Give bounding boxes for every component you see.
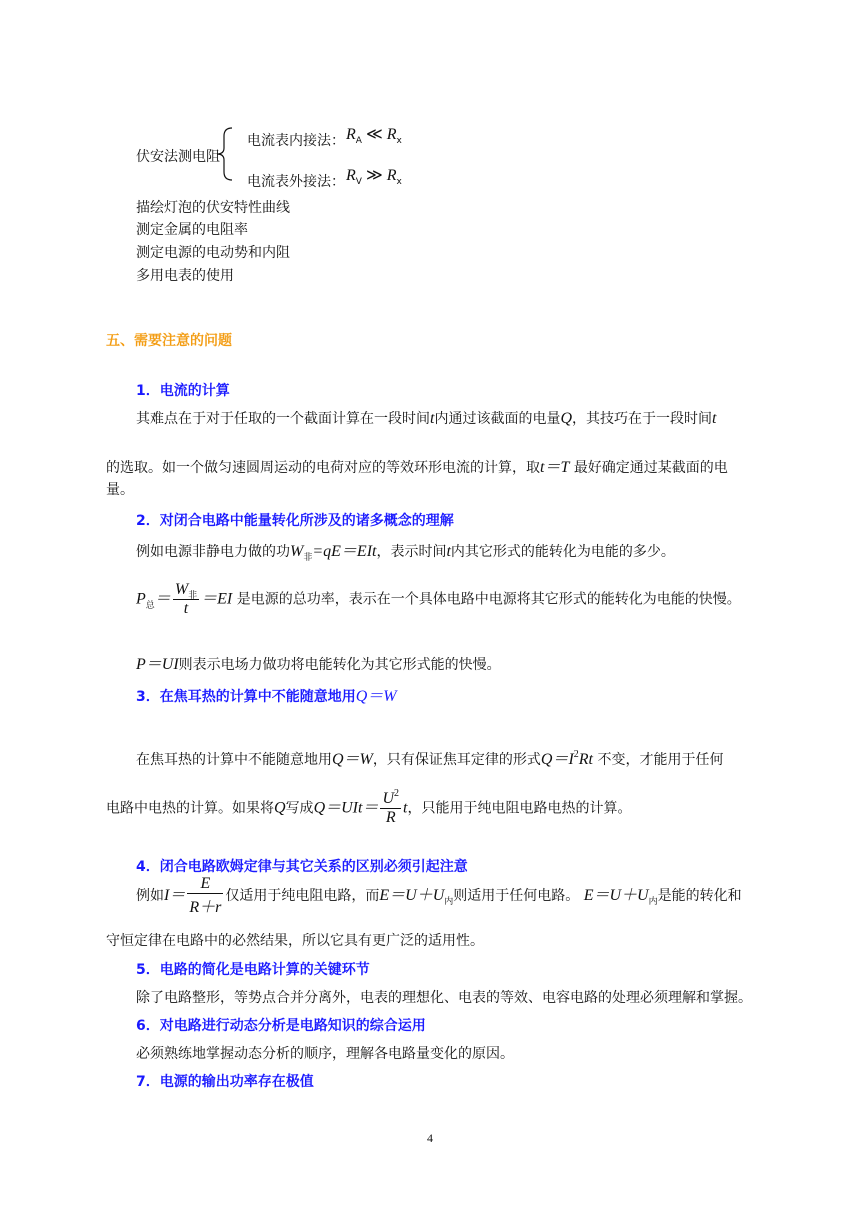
outer-connection-label: 电流表外接法： <box>247 174 345 190</box>
s2-line-3: P＝UI则表示电场力做功将电能转化为其它形式能的快慢。 <box>136 656 501 673</box>
subsection-heading-4: 4．闭合电路欧姆定律与其它关系的区别必须引起注意 <box>136 859 468 875</box>
s4-line-2: 守恒定律在电路中的必然结果，所以它具有更广泛的适用性。 <box>106 933 484 949</box>
page-number: 4 <box>427 1131 433 1145</box>
s1-paragraph-line-3: 量。 <box>106 482 134 498</box>
curly-brace-icon <box>214 126 236 182</box>
s1-paragraph-line-2: 的选取。如一个做匀速圆周运动的电荷对应的等效环形电流的计算，取t＝T 最好确定通过某截面的电 <box>106 459 728 476</box>
inner-connection-formula: $R_A$ ≪ $R_x$ <box>346 126 402 146</box>
section-title: 五、需要注意的问题 <box>106 333 232 349</box>
subsection-heading-1: 1．电流的计算 <box>136 383 230 399</box>
s1-paragraph-line-1: 其难点在于对于任取的一个截面计算在一段时间t内通过该截面的电量Q，其技巧在于一段时间t <box>136 410 717 427</box>
experiment-item: 描绘灯泡的伏安特性曲线 <box>136 200 290 216</box>
s2-line-2: $P_总=$ $\frac{W_非}{t}$ ＝EI 是电源的总功率，表示在一个具体电路中电源将其它形式的能转化为电能的快慢。 <box>136 581 741 617</box>
s4-line-1: 例如I＝ $\frac{E}{R+r}$ 仅适用于纯电阻电路，而$E=U+U_内$则适用于任何电路。 $E=U+U_内$是能的转化和 <box>136 875 742 916</box>
experiment-item: 测定电源的电动势和内阻 <box>136 245 290 261</box>
subsection-heading-5: 5．电路的简化是电路计算的关键环节 <box>136 962 370 978</box>
experiment-item: 测定金属的电阻率 <box>136 222 248 238</box>
s3-line-1: 在焦耳热的计算中不能随意地用Q＝W，只有保证焦耳定律的形式$Q=I^2Rt$ 不变，才能用于任何 <box>136 749 724 768</box>
s5-body: 除了电路整形，等势点合并分离外，电表的理想化、电表的等效、电容电路的处理必须理解和掌握。 <box>136 990 752 1006</box>
s2-line-1: 例如电源非静电力做的功$W_非=qE=EIt$，表示时间t内其它形式的能转化为电能的多少。 <box>136 543 675 563</box>
s3-line-2: 电路中电热的计算。如果将Q写成Q＝UIt＝ $\frac{U^2}{R}$ t，只能用于纯电阻电路电热的计算。 <box>106 788 632 826</box>
outer-connection-formula: $R_V$ ≫ $R_x$ <box>346 167 402 187</box>
subsection-heading-7: 7．电源的输出功率存在极值 <box>136 1074 314 1090</box>
inner-connection-label: 电流表内接法： <box>247 133 345 149</box>
experiment-item: 多用电表的使用 <box>136 268 234 284</box>
s6-body: 必须熟练地掌握动态分析的顺序，理解各电路量变化的原因。 <box>136 1046 514 1062</box>
subsection-heading-6: 6．对电路进行动态分析是电路知识的综合运用 <box>136 1018 426 1034</box>
brace-label: 伏安法测电阻 <box>136 149 220 165</box>
subsection-heading-2: 2．对闭合电路中能量转化所涉及的诸多概念的理解 <box>136 513 454 529</box>
subsection-heading-3: 3．在焦耳热的计算中不能随意地用Q＝W <box>136 688 397 705</box>
